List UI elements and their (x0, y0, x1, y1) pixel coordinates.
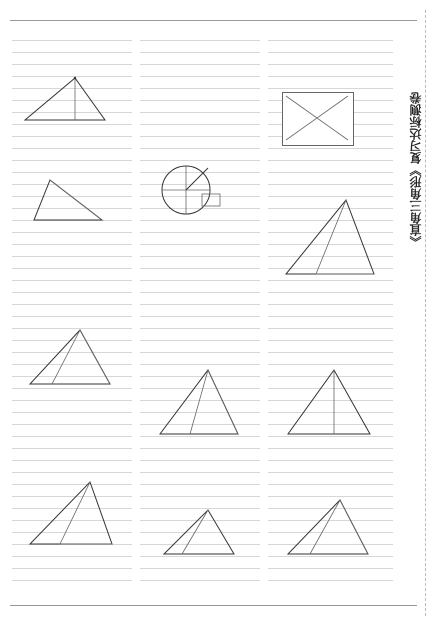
column-2 (140, 30, 260, 596)
figure-triangle-6 (156, 500, 241, 564)
figure-circle-diagram (148, 150, 228, 234)
figure-triangle-4 (20, 470, 120, 554)
binding-dashed-line (425, 10, 426, 616)
figure-triangle-3 (22, 320, 117, 394)
test-title: 《直角三角形》复习达标测卷 (409, 92, 423, 248)
figure-triangle-5 (150, 360, 245, 444)
figure-triangle-1 (20, 70, 110, 129)
figure-triangle-9 (280, 490, 375, 564)
column-1 (12, 30, 132, 596)
figure-triangle-7 (276, 190, 381, 284)
figure-triangle-8 (278, 360, 378, 444)
figure-triangle-2 (28, 170, 108, 229)
figure-box-diagonals (286, 96, 348, 144)
page-header-bottom (10, 605, 417, 620)
column-3 (268, 30, 393, 596)
page-header-top (10, 6, 417, 21)
